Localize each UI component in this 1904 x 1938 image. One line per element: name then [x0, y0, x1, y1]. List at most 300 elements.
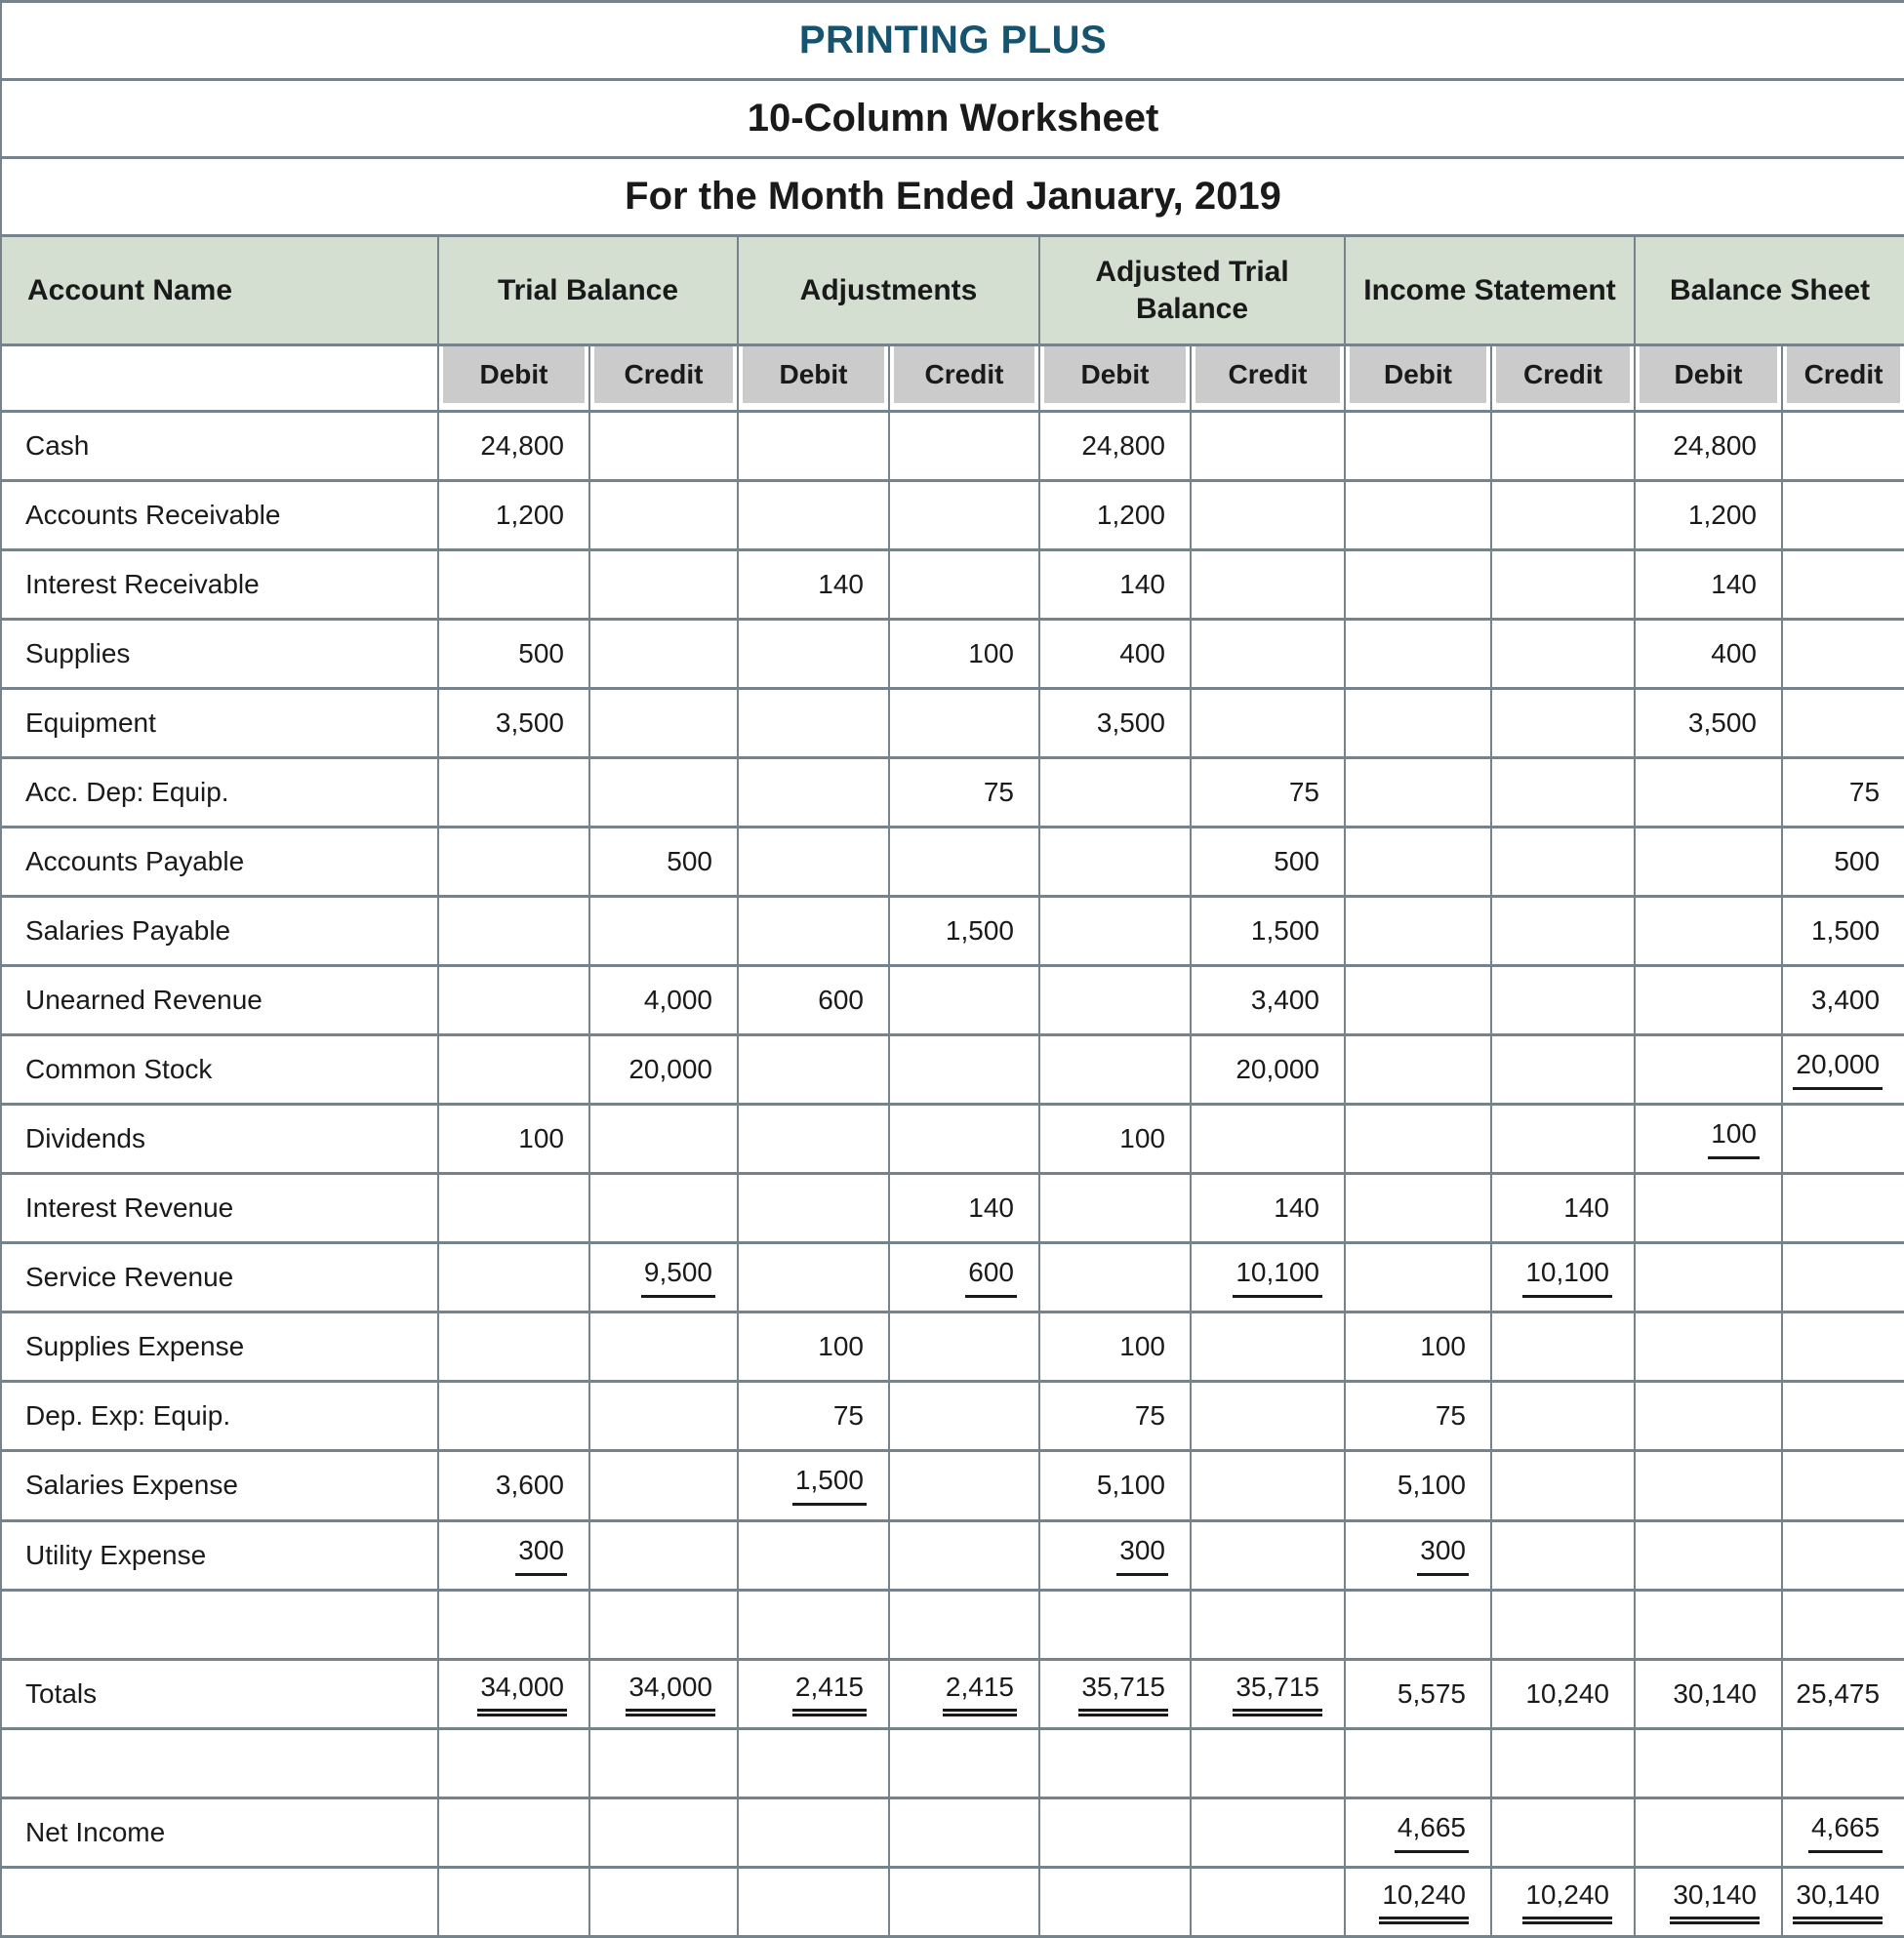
account-name-cell: Accounts Payable	[1, 828, 438, 897]
amount-cell	[1782, 966, 1904, 1035]
account-name-cell: Supplies	[1, 620, 438, 689]
amount-cell	[738, 412, 889, 481]
section-header-adjusted-trial-balance: Adjusted Trial Balance	[1039, 236, 1345, 345]
amount-cell	[1345, 1174, 1491, 1243]
amount-cell	[1039, 1382, 1191, 1451]
subheader-account-blank-cell	[1, 345, 438, 412]
worksheet-body	[1, 412, 1904, 1937]
account-name-cell: Totals	[1, 1659, 438, 1728]
amount-cell	[1782, 1451, 1904, 1520]
amount-cell	[1491, 412, 1635, 481]
amount-value: 10,240	[1522, 1879, 1612, 1924]
debit-label: Debit	[1350, 346, 1486, 403]
section-header-row	[1, 236, 1904, 345]
amount-value: 600	[965, 1257, 1017, 1298]
amount-cell	[738, 1105, 889, 1174]
amount-value: 75	[1848, 777, 1881, 808]
amount-cell	[889, 1797, 1039, 1867]
amount-cell	[1345, 1312, 1491, 1382]
subheader-adjusted-trial-balance-debit	[1039, 345, 1191, 412]
account-name-cell	[1, 1590, 438, 1659]
amount-cell	[738, 1382, 889, 1451]
amount-cell	[738, 550, 889, 620]
amount-cell	[1039, 1451, 1191, 1520]
amount-value: 600	[818, 985, 864, 1016]
report-period: For the Month Ended January, 2019	[1, 158, 1904, 236]
table-row	[1, 1312, 1904, 1382]
amount-cell	[1191, 897, 1345, 966]
amount-value: 1,200	[1687, 500, 1757, 531]
table-row	[1, 412, 1904, 481]
account-name-cell: Salaries Expense	[1, 1451, 438, 1520]
subheader-adjustments-credit	[889, 345, 1039, 412]
amount-cell	[589, 1451, 738, 1520]
credit-label: Credit	[1787, 346, 1900, 403]
amount-cell	[438, 758, 589, 828]
amount-value: 140	[968, 1192, 1014, 1224]
amount-value: 20,000	[628, 1054, 712, 1085]
amount-cell	[589, 758, 738, 828]
amount-cell	[1491, 1105, 1635, 1174]
amount-cell	[1039, 1174, 1191, 1243]
amount-value: 30,140	[1670, 1879, 1760, 1924]
amount-cell	[438, 828, 589, 897]
amount-value: 100	[968, 638, 1014, 669]
amount-cell	[1635, 1590, 1782, 1659]
amount-cell	[889, 1728, 1039, 1797]
amount-cell	[889, 966, 1039, 1035]
amount-cell	[1039, 1243, 1191, 1312]
section-header-trial-balance: Trial Balance	[438, 236, 738, 345]
amount-cell	[438, 966, 589, 1035]
amount-cell	[1635, 1312, 1782, 1382]
amount-cell	[1191, 966, 1345, 1035]
amount-cell	[738, 1451, 889, 1520]
amount-value: 500	[1834, 846, 1881, 877]
amount-cell	[1635, 620, 1782, 689]
table-row	[1, 620, 1904, 689]
amount-value: 75	[1435, 1400, 1466, 1432]
amount-cell	[1635, 897, 1782, 966]
amount-cell	[738, 1659, 889, 1728]
amount-cell	[1635, 1867, 1782, 1936]
amount-cell	[1635, 1797, 1782, 1867]
amount-cell	[1191, 1659, 1345, 1728]
amount-cell	[889, 758, 1039, 828]
table-row	[1, 1590, 1904, 1659]
amount-cell	[438, 1174, 589, 1243]
amount-cell	[1491, 758, 1635, 828]
amount-value: 9,500	[641, 1257, 715, 1298]
section-header-balance-sheet: Balance Sheet	[1635, 236, 1904, 345]
amount-cell	[1491, 1243, 1635, 1312]
subheader-balance-sheet-credit	[1782, 345, 1904, 412]
amount-value: 24,800	[1673, 430, 1757, 462]
amount-cell	[1345, 1797, 1491, 1867]
amount-value: 10,100	[1233, 1257, 1322, 1298]
table-row	[1, 1728, 1904, 1797]
table-row	[1, 1105, 1904, 1174]
account-name-cell: Dividends	[1, 1105, 438, 1174]
amount-value: 5,100	[1096, 1470, 1165, 1501]
amount-cell	[1635, 412, 1782, 481]
amount-value: 75	[1134, 1400, 1165, 1432]
account-name-cell: Utility Expense	[1, 1520, 438, 1590]
table-row	[1, 758, 1904, 828]
amount-cell	[589, 966, 738, 1035]
amount-cell	[889, 1659, 1039, 1728]
amount-cell	[1345, 828, 1491, 897]
table-row	[1, 481, 1904, 550]
amount-cell	[1635, 1035, 1782, 1105]
amount-value: 400	[1119, 638, 1165, 669]
amount-cell	[1039, 412, 1191, 481]
amount-value: 1,200	[495, 500, 564, 531]
debit-label: Debit	[1044, 346, 1186, 403]
section-header-adjustments: Adjustments	[738, 236, 1039, 345]
subheader-income-statement-debit	[1345, 345, 1491, 412]
amount-cell	[889, 1520, 1039, 1590]
amount-cell	[1345, 1590, 1491, 1659]
amount-cell	[1191, 550, 1345, 620]
amount-cell	[1782, 412, 1904, 481]
amount-value: 300	[515, 1535, 567, 1576]
debit-label: Debit	[1640, 346, 1777, 403]
table-row	[1, 966, 1904, 1035]
amount-cell	[589, 1312, 738, 1382]
amount-value: 140	[1563, 1192, 1609, 1224]
amount-value: 75	[832, 1400, 864, 1432]
amount-cell	[438, 1382, 589, 1451]
amount-cell	[589, 481, 738, 550]
amount-value: 1,200	[1096, 500, 1165, 531]
credit-label: Credit	[594, 346, 733, 403]
amount-cell	[1345, 1728, 1491, 1797]
amount-cell	[1782, 1312, 1904, 1382]
amount-cell	[589, 1035, 738, 1105]
amount-cell	[1039, 481, 1191, 550]
account-name-cell: Dep. Exp: Equip.	[1, 1382, 438, 1451]
amount-cell	[889, 1105, 1039, 1174]
amount-value: 100	[1420, 1331, 1466, 1362]
table-row	[1, 550, 1904, 620]
amount-cell	[738, 1520, 889, 1590]
amount-cell	[1491, 1659, 1635, 1728]
amount-cell	[738, 1312, 889, 1382]
amount-cell	[1635, 481, 1782, 550]
amount-cell	[1345, 1035, 1491, 1105]
amount-cell	[438, 1520, 589, 1590]
table-row	[1, 1797, 1904, 1867]
amount-cell	[589, 689, 738, 758]
amount-cell	[1491, 828, 1635, 897]
account-name-cell: Interest Receivable	[1, 550, 438, 620]
amount-cell	[738, 689, 889, 758]
amount-value: 100	[818, 1331, 864, 1362]
amount-cell	[1039, 758, 1191, 828]
amount-value: 24,800	[480, 430, 564, 462]
amount-cell	[1039, 1035, 1191, 1105]
amount-value: 4,665	[1808, 1812, 1883, 1853]
amount-cell	[889, 412, 1039, 481]
amount-cell	[738, 828, 889, 897]
amount-cell	[1039, 550, 1191, 620]
report-title-row	[1, 80, 1904, 158]
amount-cell	[1039, 689, 1191, 758]
amount-value: 140	[1119, 569, 1165, 600]
amount-value: 1,500	[1250, 915, 1319, 947]
amount-value: 35,715	[1078, 1672, 1168, 1716]
amount-cell	[1345, 1382, 1491, 1451]
amount-cell	[738, 620, 889, 689]
amount-cell	[1491, 1382, 1635, 1451]
amount-cell	[738, 1174, 889, 1243]
amount-cell	[889, 1590, 1039, 1659]
amount-value: 500	[1274, 846, 1319, 877]
amount-cell	[1782, 828, 1904, 897]
amount-cell	[1491, 1174, 1635, 1243]
amount-cell	[589, 1382, 738, 1451]
amount-cell	[1491, 1590, 1635, 1659]
amount-value: 35,715	[1233, 1672, 1322, 1716]
amount-cell	[438, 1728, 589, 1797]
amount-cell	[589, 1174, 738, 1243]
account-name-cell: Service Revenue	[1, 1243, 438, 1312]
amount-cell	[1635, 550, 1782, 620]
account-name-cell: Cash	[1, 412, 438, 481]
amount-cell	[1039, 897, 1191, 966]
amount-cell	[589, 1728, 738, 1797]
amount-value: 300	[1116, 1535, 1168, 1576]
amount-cell	[1635, 1105, 1782, 1174]
amount-value: 1,500	[945, 915, 1014, 947]
amount-cell	[1491, 481, 1635, 550]
amount-cell	[589, 1105, 738, 1174]
amount-value: 2,415	[943, 1672, 1017, 1716]
account-name-cell: Salaries Payable	[1, 897, 438, 966]
amount-cell	[889, 1451, 1039, 1520]
amount-cell	[438, 1797, 589, 1867]
account-name-cell: Supplies Expense	[1, 1312, 438, 1382]
amount-cell	[438, 1659, 589, 1728]
amount-cell	[1491, 1520, 1635, 1590]
table-row	[1, 1174, 1904, 1243]
amount-value: 3,500	[495, 707, 564, 739]
amount-cell	[1635, 966, 1782, 1035]
amount-value: 10,100	[1522, 1257, 1612, 1298]
amount-value: 100	[1119, 1331, 1165, 1362]
amount-cell	[438, 1590, 589, 1659]
amount-cell	[1782, 550, 1904, 620]
subheader-income-statement-credit	[1491, 345, 1635, 412]
amount-cell	[1782, 758, 1904, 828]
amount-cell	[1491, 1312, 1635, 1382]
table-row	[1, 1659, 1904, 1728]
amount-value: 20,000	[1793, 1049, 1883, 1090]
amount-cell	[1039, 1797, 1191, 1867]
amount-cell	[738, 897, 889, 966]
amount-cell	[738, 1035, 889, 1105]
amount-cell	[1635, 1451, 1782, 1520]
amount-value: 75	[1288, 777, 1319, 808]
amount-value: 75	[983, 777, 1014, 808]
amount-value: 4,000	[643, 985, 712, 1016]
amount-cell	[889, 897, 1039, 966]
amount-cell	[589, 1520, 738, 1590]
column-header-account-name: Account Name	[1, 236, 438, 345]
amount-value: 3,500	[1096, 707, 1165, 739]
amount-cell	[1345, 1243, 1491, 1312]
amount-cell	[738, 758, 889, 828]
amount-value: 5,100	[1397, 1470, 1466, 1501]
amount-cell	[1191, 758, 1345, 828]
amount-cell	[738, 966, 889, 1035]
amount-cell	[1782, 1797, 1904, 1867]
amount-value: 3,400	[1250, 985, 1319, 1016]
amount-cell	[1635, 1728, 1782, 1797]
amount-cell	[889, 1382, 1039, 1451]
amount-cell	[1039, 1728, 1191, 1797]
amount-cell	[1782, 1243, 1904, 1312]
account-name-cell	[1, 1867, 438, 1936]
amount-value: 140	[1274, 1192, 1319, 1224]
amount-cell	[1491, 1451, 1635, 1520]
amount-cell	[1039, 620, 1191, 689]
amount-cell	[1491, 1797, 1635, 1867]
amount-value: 500	[667, 846, 712, 877]
amount-cell	[889, 1312, 1039, 1382]
amount-value: 3,400	[1810, 985, 1881, 1016]
amount-cell	[1039, 1520, 1191, 1590]
amount-cell	[1491, 689, 1635, 758]
amount-cell	[1039, 1659, 1191, 1728]
amount-cell	[1345, 966, 1491, 1035]
amount-value: 10,240	[1525, 1677, 1609, 1709]
account-name-cell: Unearned Revenue	[1, 966, 438, 1035]
account-name-cell	[1, 1728, 438, 1797]
amount-cell	[1782, 897, 1904, 966]
amount-cell	[438, 689, 589, 758]
amount-value: 24,800	[1081, 430, 1165, 462]
amount-cell	[438, 1451, 589, 1520]
amount-value: 100	[1708, 1118, 1760, 1159]
amount-cell	[589, 550, 738, 620]
amount-cell	[1345, 1867, 1491, 1936]
amount-cell	[1782, 1728, 1904, 1797]
amount-cell	[1782, 1382, 1904, 1451]
amount-cell	[1345, 758, 1491, 828]
amount-cell	[1345, 1659, 1491, 1728]
amount-cell	[438, 1312, 589, 1382]
table-row	[1, 1867, 1904, 1936]
subheader-trial-balance-credit	[589, 345, 738, 412]
amount-cell	[1635, 689, 1782, 758]
table-row	[1, 1451, 1904, 1520]
amount-cell	[589, 897, 738, 966]
amount-cell	[889, 828, 1039, 897]
amount-cell	[1491, 897, 1635, 966]
amount-cell	[1345, 481, 1491, 550]
amount-cell	[438, 1867, 589, 1936]
amount-cell	[1345, 620, 1491, 689]
amount-cell	[1491, 1728, 1635, 1797]
amount-value: 25,475	[1796, 1677, 1881, 1709]
amount-cell	[1345, 1451, 1491, 1520]
amount-value: 300	[1417, 1535, 1469, 1576]
company-title-row	[1, 2, 1904, 80]
subheader-balance-sheet-debit	[1635, 345, 1782, 412]
amount-cell	[1345, 897, 1491, 966]
amount-cell	[738, 1243, 889, 1312]
amount-cell	[1635, 1174, 1782, 1243]
amount-cell	[1782, 1035, 1904, 1105]
amount-value: 10,240	[1379, 1879, 1469, 1924]
amount-value: 34,000	[626, 1672, 715, 1716]
subheader-trial-balance-debit	[438, 345, 589, 412]
amount-cell	[1191, 620, 1345, 689]
amount-cell	[738, 1797, 889, 1867]
amount-cell	[1191, 1174, 1345, 1243]
company-name: PRINTING PLUS	[1, 2, 1904, 80]
amount-cell	[589, 828, 738, 897]
subheader-adjustments-debit	[738, 345, 889, 412]
amount-value: 34,000	[477, 1672, 567, 1716]
amount-cell	[1345, 1105, 1491, 1174]
amount-cell	[1635, 828, 1782, 897]
amount-cell	[889, 1174, 1039, 1243]
amount-cell	[1039, 1312, 1191, 1382]
amount-cell	[1191, 1728, 1345, 1797]
debit-label: Debit	[743, 346, 884, 403]
amount-cell	[1345, 550, 1491, 620]
amount-cell	[1039, 1105, 1191, 1174]
amount-value: 140	[818, 569, 864, 600]
amount-cell	[1491, 1035, 1635, 1105]
amount-cell	[1782, 689, 1904, 758]
amount-cell	[438, 1105, 589, 1174]
amount-value: 4,665	[1395, 1812, 1469, 1853]
table-row	[1, 1520, 1904, 1590]
amount-value: 500	[518, 638, 564, 669]
amount-cell	[438, 412, 589, 481]
debit-label: Debit	[443, 346, 585, 403]
amount-cell	[1491, 966, 1635, 1035]
amount-cell	[889, 620, 1039, 689]
amount-cell	[738, 481, 889, 550]
amount-cell	[1782, 1520, 1904, 1590]
table-row	[1, 897, 1904, 966]
amount-cell	[438, 1243, 589, 1312]
section-header-income-statement: Income Statement	[1345, 236, 1635, 345]
account-name-cell: Common Stock	[1, 1035, 438, 1105]
amount-cell	[1191, 689, 1345, 758]
amount-cell	[889, 1867, 1039, 1936]
amount-value: 20,000	[1236, 1054, 1319, 1085]
amount-value: 5,575	[1397, 1677, 1466, 1709]
amount-cell	[889, 689, 1039, 758]
amount-cell	[889, 1035, 1039, 1105]
amount-value: 3,600	[495, 1470, 564, 1501]
amount-cell	[1782, 620, 1904, 689]
amount-value: 3,500	[1687, 707, 1757, 739]
account-name-cell: Net Income	[1, 1797, 438, 1867]
amount-cell	[1782, 1174, 1904, 1243]
amount-cell	[1635, 1243, 1782, 1312]
amount-cell	[1191, 1520, 1345, 1590]
table-row	[1, 689, 1904, 758]
amount-cell	[889, 550, 1039, 620]
amount-cell	[1635, 758, 1782, 828]
